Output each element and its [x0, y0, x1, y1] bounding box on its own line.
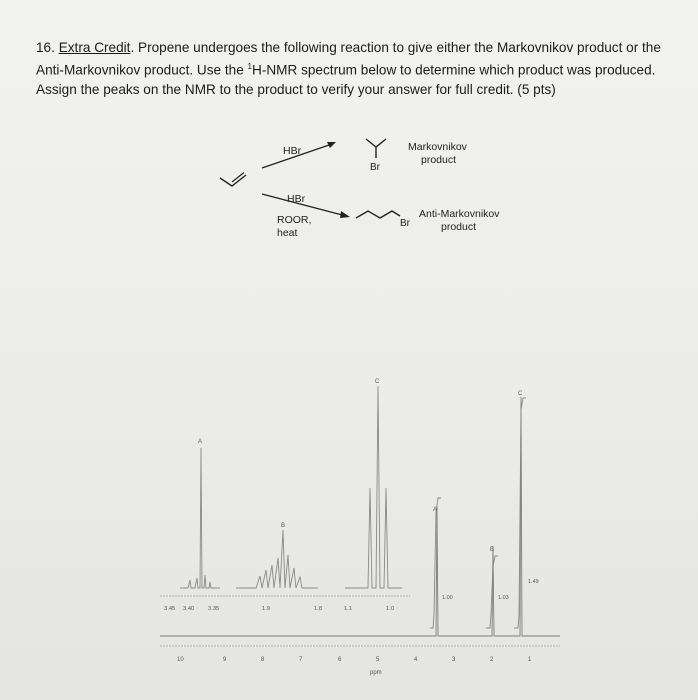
main-label-a: A — [433, 507, 438, 513]
reagent-roor: ROOR, — [277, 214, 312, 226]
inset-tick-18: 1.8 — [314, 606, 323, 612]
reaction-scheme — [0, 120, 698, 380]
inset-tick-11: 1.1 — [344, 606, 353, 612]
integration-a — [430, 498, 441, 628]
arrow-anti-markovnikov-head — [340, 211, 350, 218]
question-title: Extra Credit — [58, 40, 131, 55]
axis-tick-9: 9 — [223, 657, 227, 663]
label-anti-markovnikov: Anti-Markovnikov — [419, 208, 500, 220]
integration-value-a: 1.00 — [442, 595, 453, 601]
reagent-hbr-top: HBr — [283, 145, 302, 157]
axis-tick-7: 7 — [299, 657, 303, 663]
inset-peak-a — [180, 448, 220, 588]
axis-tick-8: 8 — [261, 657, 265, 663]
axis-unit-ppm: ppm — [370, 670, 382, 676]
main-label-b: B — [490, 547, 495, 553]
integration-value-b: 1.03 — [498, 595, 509, 601]
reagent-heat: heat — [277, 227, 298, 239]
inset-label-b: B — [281, 523, 286, 529]
inset-tick-19: 1.9 — [262, 606, 271, 612]
reagent-hbr-bottom: HBr — [287, 193, 306, 205]
axis-tick-4: 4 — [414, 657, 418, 663]
main-label-c: C — [518, 391, 523, 397]
markovnikov-structure — [366, 139, 386, 147]
markovnikov-br: Br — [370, 162, 380, 173]
label-markovnikov-product: product — [421, 154, 457, 166]
question-number: 16. — [36, 40, 55, 55]
integration-value-c: 1.49 — [528, 579, 539, 585]
question-text-2: H-NMR spectrum below to determine which product was produced. Assign the peaks on the NMR to the product to verify your answer for full credit. (5 pts) — [36, 62, 656, 97]
axis-tick-6: 6 — [338, 657, 342, 663]
inset-label-c: C — [375, 379, 380, 385]
question-16 — [36, 38, 676, 99]
inset-tick-10: 1.0 — [386, 606, 395, 612]
axis-tick-3: 3 — [452, 657, 456, 663]
axis-tick-2: 2 — [490, 657, 494, 663]
anti-markovnikov-structure — [356, 211, 400, 218]
axis-tick-5: 5 — [376, 657, 380, 663]
axis-tick-1: 1 — [528, 657, 532, 663]
anti-markovnikov-br: Br — [400, 218, 410, 229]
nmr-spectrum — [0, 370, 698, 700]
inset-tick-345: 3.45 — [164, 606, 176, 612]
inset-peak-b — [236, 530, 318, 588]
inset-tick-335: 3.35 — [208, 606, 220, 612]
inset-tick-340: 3.40 — [183, 606, 195, 612]
axis-tick-10: 10 — [177, 657, 184, 663]
label-anti-markovnikov-product: product — [441, 221, 477, 233]
question-text-1: . Propene undergoes the following reaction to give either the Markovnikov product or the Anti-Markovnikov product. Use the — [36, 40, 661, 78]
inset-peak-c — [345, 386, 402, 588]
label-markovnikov: Markovnikov — [408, 141, 467, 153]
inset-label-a: A — [198, 439, 203, 445]
question-superscript: 1 — [247, 62, 252, 71]
